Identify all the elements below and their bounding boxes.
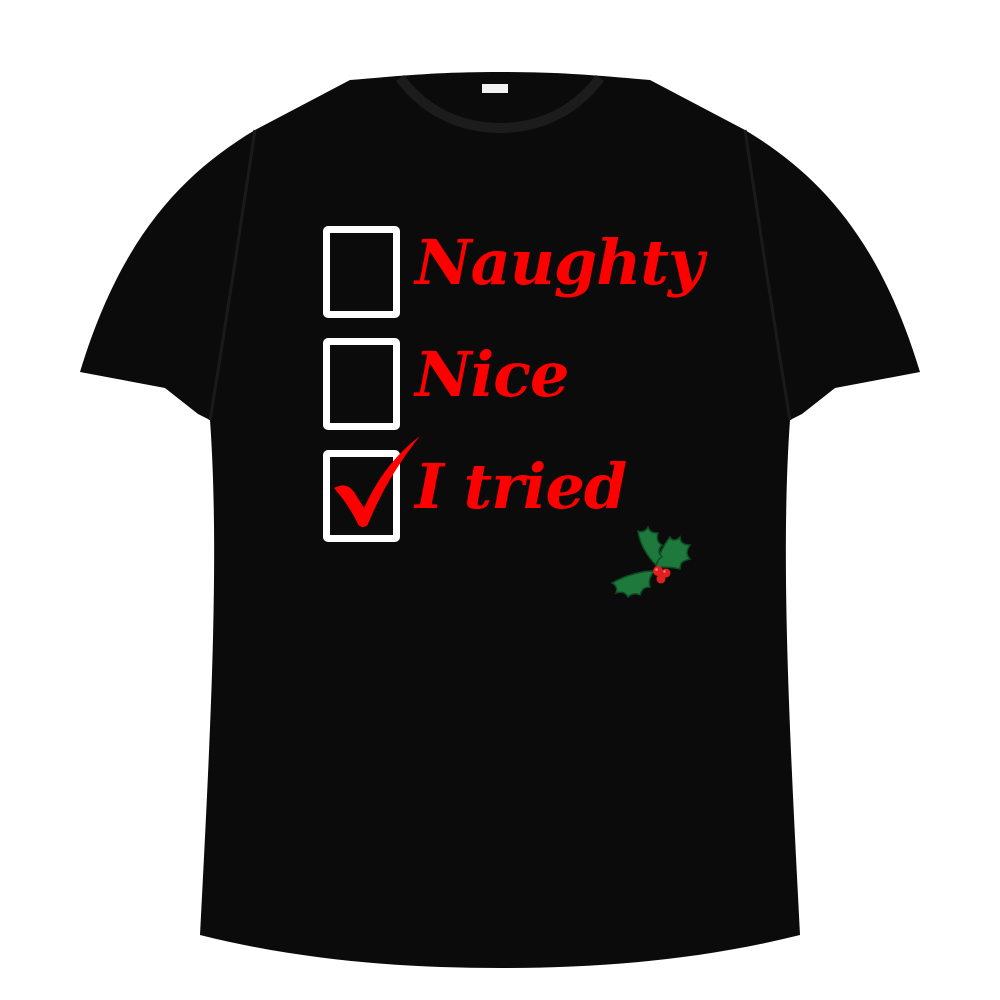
checkbox-unchecked: [323, 226, 400, 318]
check-mark-icon: [320, 420, 430, 530]
checklist: [320, 218, 704, 554]
item-label: I tried: [415, 450, 627, 523]
holly-icon: [600, 515, 700, 600]
checkbox-unchecked: [323, 338, 400, 430]
neck-tag: [482, 84, 508, 93]
item-label: Naughty: [415, 226, 704, 299]
item-label: Nice: [415, 338, 569, 411]
checklist-item-naughty: [320, 218, 704, 330]
